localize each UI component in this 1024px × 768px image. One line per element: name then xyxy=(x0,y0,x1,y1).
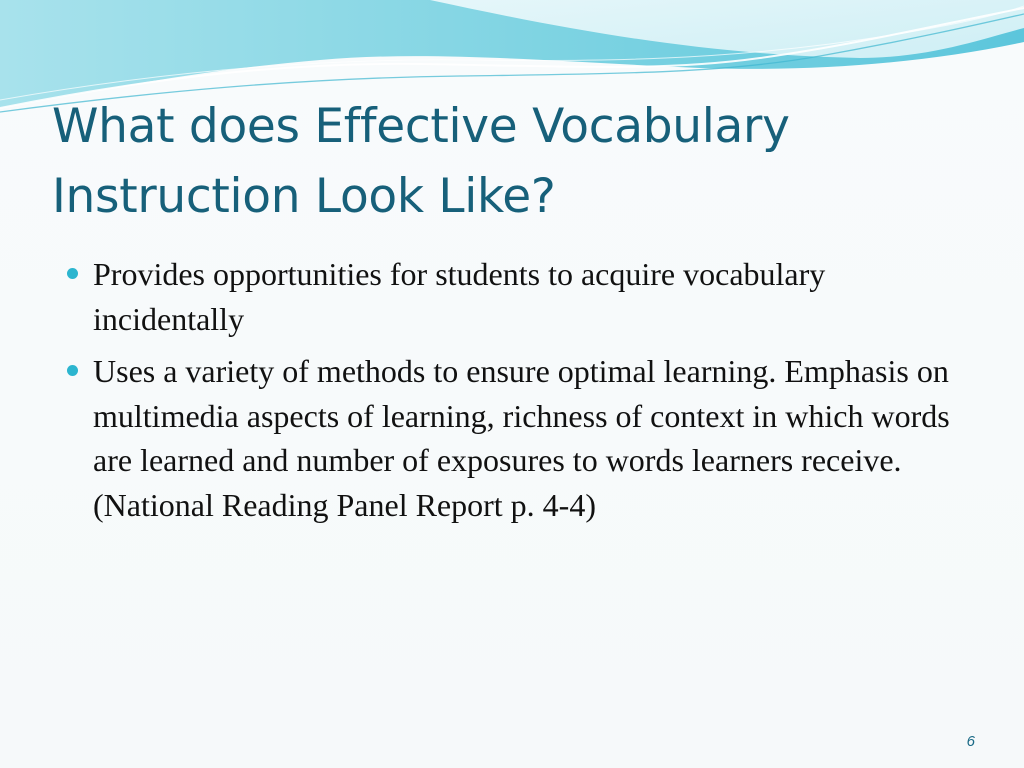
bullet-text: Uses a variety of methods to ensure optimal learning. Emphasis on multimedia aspects of learning, richness of context in which words are learned and number of exposures to words learners receive. (National Reading Panel Report p. 4-4) xyxy=(93,353,950,523)
bullet-list xyxy=(62,252,972,535)
bullet-text: Provides opportunities for students to acquire vocabulary incidentally xyxy=(93,256,826,337)
slide-title: What does Effective Vocabulary Instruction Look Like? xyxy=(52,99,790,224)
bullet-dot-icon xyxy=(67,365,78,376)
bullet-dot-icon xyxy=(67,268,78,279)
bullet-item xyxy=(62,349,972,527)
page-number: 6 xyxy=(966,733,975,750)
bullet-item xyxy=(62,252,972,341)
